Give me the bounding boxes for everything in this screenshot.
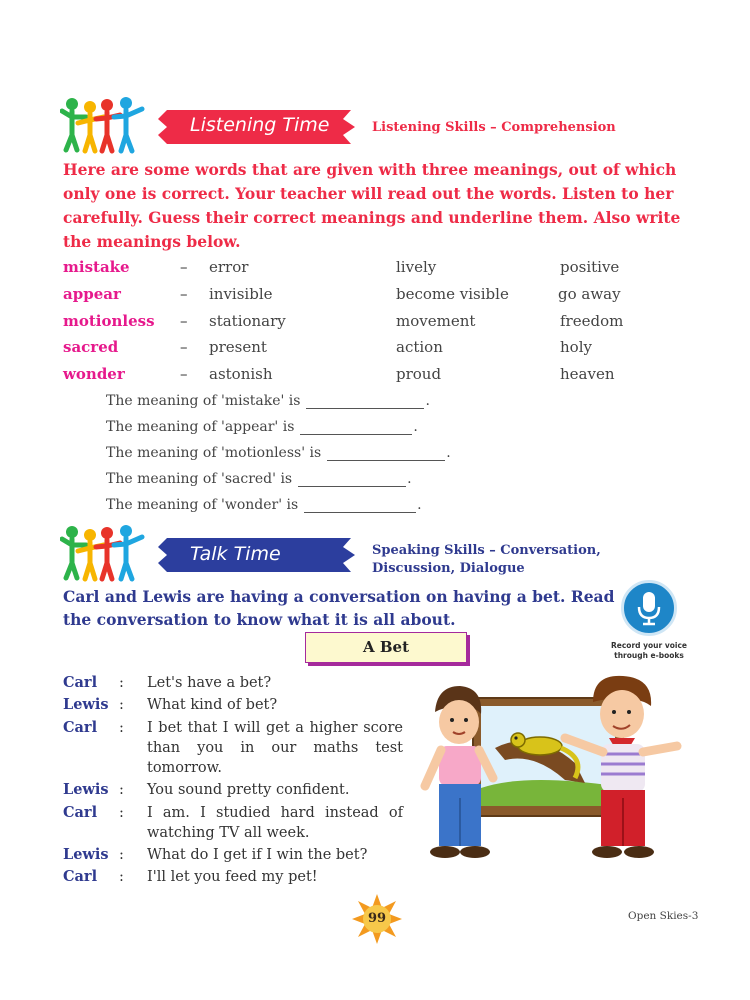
meaning-sentence [106, 445, 451, 471]
sentence-end: . [413, 419, 418, 435]
word-term: mistake [63, 258, 130, 276]
talk-intro: Carl and Lewis are having a conversation on having a bet. Read the conversation to know what it is all about. [63, 587, 615, 629]
meaning-option: stationary [209, 311, 286, 330]
word-row [63, 338, 683, 365]
meaning-option: positive [560, 258, 620, 276]
record-button[interactable] [621, 580, 677, 636]
meaning-option: movement [396, 311, 476, 330]
speaker-name: Carl [63, 868, 98, 886]
talk-skill-line: Discussion, Dialogue [372, 561, 525, 576]
meaning-option: become visible [396, 284, 509, 303]
dialogue-line [63, 845, 403, 865]
word-row [63, 312, 683, 339]
answer-blank[interactable] [306, 393, 424, 409]
word-dash: – [180, 284, 188, 303]
meaning-option: heaven [560, 365, 615, 384]
children-group-icon [60, 523, 150, 583]
answer-blank[interactable] [327, 445, 445, 461]
meaning-option: astonish [209, 365, 273, 384]
sentence-end: . [425, 393, 430, 409]
record-caption-line: Record your voice [611, 641, 687, 650]
meaning-option: lively [396, 258, 437, 276]
talk-time-title: Talk Time [190, 543, 281, 565]
speaker-colon: : [119, 697, 124, 714]
record-caption [604, 641, 694, 661]
word-term: sacred [63, 338, 119, 357]
dialogue-text: What do I get if I win the bet? [147, 846, 368, 863]
word-dash: – [180, 365, 188, 384]
speaker-name: Lewis [63, 781, 109, 799]
listening-instructions: Here are some words that are given with three meanings, out of which only one is correct. Your teacher will read out the words. Listen to her carefully. Guess their correct meanings and underline them. Also write the meanings below. [63, 160, 681, 251]
dialogue-text: I'll let you feed my pet! [147, 869, 318, 886]
speaker-name: Lewis [63, 845, 109, 863]
terrarium-grass [481, 780, 615, 806]
dialogue-line [63, 673, 403, 693]
sentence-end: . [417, 497, 422, 513]
word-row [63, 285, 683, 312]
record-voice-widget[interactable] [604, 580, 694, 661]
word-term: motionless [63, 311, 155, 330]
word-row [63, 258, 683, 285]
dialogue-line [63, 780, 403, 800]
meaning-prompt: The meaning of 'sacred' is [106, 471, 293, 487]
dialogue-text: I am. I studied hard instead of watching TV all week. [147, 804, 403, 841]
dialogue-text: You sound pretty confident. [147, 782, 350, 799]
page-number: 99 [367, 911, 387, 926]
speaker-colon: : [119, 675, 124, 691]
meaning-option: invisible [209, 284, 273, 303]
talk-skill-line: Speaking Skills – Conversation, [372, 543, 601, 558]
meaning-sentence [106, 419, 451, 445]
word-dash: – [180, 258, 188, 276]
children-group-icon [60, 95, 150, 155]
dialogue-text: I bet that I will get a higher score than you in our maths test tomorrow. [147, 719, 403, 776]
speaker-colon: : [119, 869, 124, 886]
book-title-footer: Open Skies-3 [628, 910, 699, 922]
meaning-option: holy [560, 338, 592, 357]
speaker-name: Lewis [63, 696, 109, 714]
meaning-option: go away [558, 284, 621, 303]
speaker-colon: : [119, 846, 124, 863]
speaker-colon: : [119, 782, 124, 799]
dialogue-line [63, 803, 403, 843]
sentence-end: . [446, 445, 451, 461]
dialogue-line [63, 695, 403, 715]
speaker-colon: : [119, 719, 124, 736]
sentence-end: . [407, 471, 412, 487]
speaker-name: Carl [63, 803, 98, 821]
meaning-option: present [209, 338, 267, 357]
listening-time-title: Listening Time [190, 114, 330, 136]
conversation-title: A Bet [305, 632, 467, 663]
dialogue-line [63, 867, 403, 887]
talk-skill-label [372, 542, 601, 578]
word-row [63, 365, 683, 392]
boys-with-pet-illustration [415, 668, 695, 873]
word-term: appear [63, 284, 121, 303]
meaning-option: proud [396, 365, 442, 384]
meaning-sentence [106, 497, 451, 523]
dialogue-text: What kind of bet? [147, 697, 278, 714]
speaker-name: Carl [63, 718, 98, 736]
conversation [63, 673, 403, 890]
meaning-sentence [106, 393, 451, 419]
word-meaning-table [63, 258, 683, 392]
meaning-sentence [106, 471, 451, 497]
word-dash: – [180, 311, 188, 330]
dialogue-line [63, 718, 403, 778]
meaning-prompt: The meaning of 'mistake' is [106, 393, 301, 409]
meaning-option: error [209, 258, 249, 276]
listening-skill-label: Listening Skills – Comprehension [372, 120, 616, 135]
speaker-colon: : [119, 804, 124, 821]
meaning-prompt: The meaning of 'wonder' is [106, 497, 299, 513]
microphone-icon [624, 583, 674, 633]
dialogue-text: Let's have a bet? [147, 675, 272, 691]
word-term: wonder [63, 365, 125, 384]
answer-blank[interactable] [304, 497, 416, 513]
answer-blank[interactable] [298, 471, 406, 487]
speaker-name: Carl [63, 674, 98, 691]
meaning-prompt: The meaning of 'motionless' is [106, 445, 322, 461]
word-dash: – [180, 338, 188, 357]
meaning-option: freedom [560, 311, 624, 330]
answer-blank[interactable] [300, 419, 412, 435]
meaning-sentences [106, 393, 451, 523]
meaning-prompt: The meaning of 'appear' is [106, 419, 295, 435]
meaning-option: action [396, 338, 443, 357]
record-caption-line: through e-books [614, 651, 684, 660]
